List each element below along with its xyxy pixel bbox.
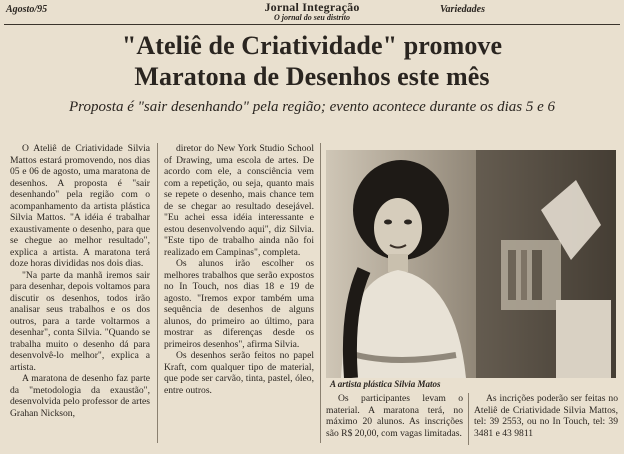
masthead bbox=[0, 0, 624, 24]
masthead-rule bbox=[4, 24, 620, 25]
headline bbox=[0, 30, 624, 92]
column-divider bbox=[157, 143, 158, 443]
column-divider bbox=[320, 143, 321, 443]
paragraph: A maratona de desenho faz parte da "metodologia da exaustão", desenvolvida pelo professor de artes Grahan Nickson, bbox=[10, 373, 150, 419]
column-divider bbox=[468, 393, 469, 445]
paragraph: O Ateliê de Criatividade Silvia Mattos estará promovendo, nos dias 05 e 06 de agosto, uma maratona de desenhos. A proposta é "sair desenhando" pela região com o acompanhamento da artista plástica Silvia Mattos. "A idéia é trabalhar exaustivamente o desenho, para que se chegue ao melhor resultado", explica a artista. A maratona terá doze horas divididas nos dois dias. bbox=[10, 143, 150, 269]
article-column-4 bbox=[474, 393, 618, 439]
paragraph: Os participantes levam o material. A maratona terá, no máximo 20 alunos. As inscrições são R$ 20,00, com vagas limitadas. bbox=[326, 393, 463, 439]
paragraph: Os desenhos serão feitos no papel Kraft, com qualquer tipo de material, que pode ser carvão, tinta, pastel, óleo, entre outros. bbox=[164, 350, 314, 396]
issue-date: Agosto/95 bbox=[6, 4, 48, 15]
article-column-2 bbox=[164, 143, 314, 396]
section-name: Variedades bbox=[440, 4, 485, 15]
photo-caption: A artista plástica Silvia Matos bbox=[330, 379, 441, 389]
paragraph: Os alunos irão escolher os melhores trabalhos que serão expostos no In Touch, nos dias 18 e 19 de agosto. "Iremos expor também uma sequência de desenhos de alguns alunos, do primeiro ao último, para mostrar as diferenças desde os primeiros desenhos", afirma Silvia. bbox=[164, 258, 314, 350]
headline-line-2: Maratona de Desenhos este mês bbox=[134, 62, 490, 91]
article-column-3 bbox=[326, 393, 463, 439]
newspaper-tagline: O jornal do seu distrito bbox=[273, 13, 350, 22]
article-column-1 bbox=[10, 143, 150, 419]
headline-line-1: "Ateliê de Criatividade" promove bbox=[121, 31, 503, 60]
masthead-center bbox=[0, 1, 624, 23]
subheadline: Proposta é "sair desenhando" pela região; evento acontece durante os dias 5 e 6 bbox=[69, 99, 555, 115]
paragraph: "Na parte da manhã iremos sair para desenhar, depois voltamos para discutir os desenhos, todos irão analisar seus trabalhos e os dos outros, para a tarde voltarmos a desenhar", conta Silvia. "Quando se trabalha muito o desenho dá para desenvolvê-lo melhor", explica a artista. bbox=[10, 269, 150, 373]
paragraph: diretor do New York Studio School of Drawing, uma escola de artes. De acordo com ele, a consciência vem com a repetição, ou seja, quanto mais se repete o desenho, mais chance tem de se chegar ao resultado desejável. "Eu achei essa idéia interessante e estou desenvolvendo aqui", diz Silvia. "Este tipo de trabalho ainda não foi realizado em Campinas", completa. bbox=[164, 143, 314, 258]
paragraph: As incrições poderão ser feitas no Ateliê de Criatividade Silvia Mattos, tel: 39 2553, ou no In Touch, tel: 39 3481 e 43 9811 bbox=[474, 393, 618, 439]
newspaper-title: Jornal Integração bbox=[264, 0, 360, 14]
photo-illustration bbox=[326, 150, 616, 378]
artist-photo bbox=[326, 150, 616, 378]
